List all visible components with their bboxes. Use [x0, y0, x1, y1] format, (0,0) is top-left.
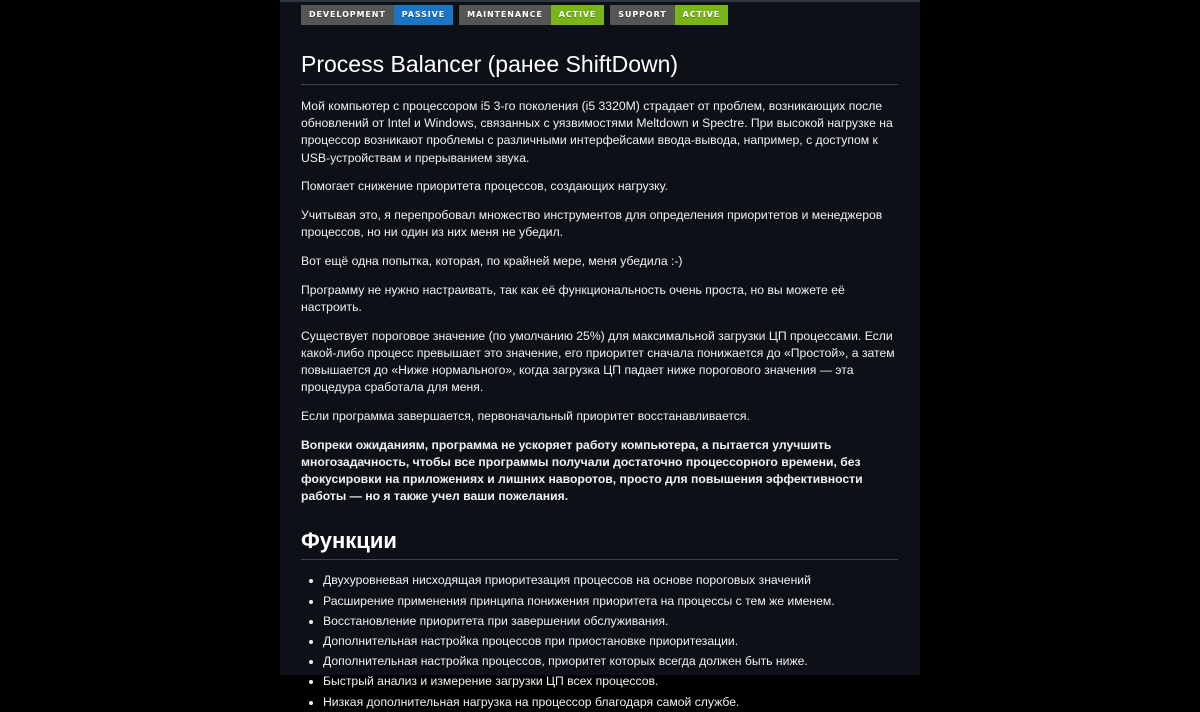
status-badges: [301, 5, 898, 25]
feature-item: • Восстановление приоритета при завершении обслуживания.: [323, 611, 898, 631]
paragraph: Учитывая это, я перепробовал множество инструментов для определения приоритетов и менеджеров процессов, но ни один из них меня не убедил.: [301, 208, 883, 240]
readme-content: [301, 5, 898, 712]
badge-value: ACTIVE: [675, 5, 729, 25]
emphasis-paragraph: [301, 437, 898, 506]
badge-label: DEVELOPMENT: [301, 5, 394, 25]
intro-paragraph: Мой компьютер с процессором i5 3-го поколения (i5 3320M) страдает от проблем, возникающих после обновлений от Intel и Windows, связанных с уязвимостями Meltdown и Spectre. При высокой нагрузке на процессор возникают проблемы с различными интерфейсами ввода-вывода, например, с доступом к USB-устройствам и прерыванием звука.: [301, 99, 893, 165]
page-title: Process Balancer (ранее ShiftDown): [301, 50, 898, 85]
paragraph: Если программа завершается, первоначальный приоритет восстанавливается.: [301, 408, 750, 423]
feature-item: • Низкая дополнительная нагрузка на процессор благодаря самой службе.: [323, 692, 898, 712]
support-badge[interactable]: [610, 5, 728, 25]
badge-value: ACTIVE: [551, 5, 605, 25]
paragraph: Помогает снижение приоритета процессов, создающих нагрузку.: [301, 179, 668, 194]
badge-value: PASSIVE: [394, 5, 453, 25]
paragraph: Вот ещё одна попытка, которая, по крайней мере, меня убедила :-): [301, 253, 683, 268]
badge-label: MAINTENANCE: [459, 5, 551, 25]
badge-label: SUPPORT: [610, 5, 674, 25]
features-list: [301, 570, 898, 711]
feature-item: • Расширение применения принципа понижения приоритета на процессы с тем же именем.: [323, 591, 898, 611]
threshold-paragraph: Существует пороговое значение (по умолчанию 25%) для максимальной загрузки ЦП процессами. Если какой-либо процесс превышает это значение, его приоритет сначала понижается до «Простой», а затем повышается до «Ниже нормального», когда загрузка ЦП падает ниже порогового значения — эта процедура сработала для меня.: [301, 328, 895, 395]
readme-article: [280, 0, 920, 709]
paragraph: Программу не нужно настраивать, так как её функциональность очень проста, но вы можете её настроить.: [301, 282, 845, 314]
emphasis-text: Вопреки ожиданиям, программа не ускоряет работу компьютера, а пытается улучшить многозадачность, чтобы все программы получали достаточно процессорного времени, без фокусировки на приложениях и лишних наворотов, просто для повышения эффективности работы — но я также учел ваши пожелания.: [301, 437, 863, 504]
feature-item: • Быстрый анализ и измерение загрузки ЦП всех процессов.: [323, 671, 898, 691]
maintenance-badge[interactable]: [459, 5, 604, 25]
feature-item: • Двухуровневая нисходящая приоритезация процессов на основе пороговых значений: [323, 570, 898, 590]
feature-item: • Дополнительная настройка процессов при приостановке приоритезации.: [323, 631, 898, 651]
features-heading: Функции: [301, 527, 898, 560]
feature-item: • Дополнительная настройка процессов, приоритет которых всегда должен быть ниже.: [323, 651, 898, 671]
top-divider: [280, 0, 920, 2]
development-badge[interactable]: [301, 5, 453, 25]
